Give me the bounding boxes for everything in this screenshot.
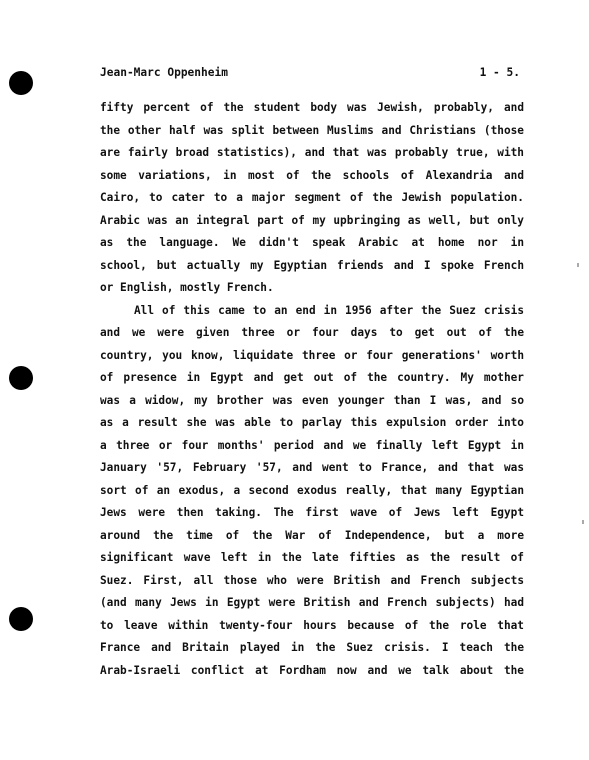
- text-line: a three or four months' period and we finally left Egypt in: [100, 438, 524, 452]
- text-line: Arab-Israeli conflict at Fordham now and we talk about the: [100, 663, 524, 677]
- scan-speck: [582, 520, 584, 524]
- text-line: country, you know, liquidate three or four generations' worth: [100, 348, 524, 362]
- text-line: significant wave left in the late fifties as the result of: [100, 551, 524, 564]
- text-line: around the time of the War of Independence, but a more: [100, 528, 524, 542]
- author-name: Jean-Marc Oppenheim: [100, 66, 228, 79]
- punch-hole: [9, 71, 33, 95]
- text-line: or English, mostly French.: [100, 281, 274, 294]
- text-line: school, but actually my Egyptian friends and I spoke French: [100, 258, 524, 272]
- text-line: All of this came to an end in 1956 after the Suez crisis: [134, 303, 524, 317]
- punch-hole: [9, 366, 33, 390]
- text-line: was a widow, my brother was even younger than I was, and so: [100, 393, 524, 407]
- text-line: of presence in Egypt and get out of the country. My mother: [100, 371, 524, 384]
- text-line: to leave within twenty-four hours because of the role that: [100, 618, 524, 632]
- text-line: Jews were then taking. The first wave of Jews left Egypt: [100, 506, 524, 519]
- scan-speck: [577, 263, 579, 267]
- text-line: and we were given three or four days to get out of the: [100, 326, 524, 339]
- text-line: Arabic was an integral part of my upbringing as well, but only: [100, 213, 524, 227]
- text-line: sort of an exodus, a second exodus really, that many Egyptian: [100, 483, 524, 497]
- text-line: (and many Jews in Egypt were British and French subjects) had: [100, 596, 524, 609]
- text-line: as a result she was able to parlay this expulsion order into: [100, 416, 524, 429]
- text-line: January '57, February '57, and went to France, and that was: [100, 461, 524, 474]
- text-line: fifty percent of the student body was Jewish, probably, and: [100, 101, 524, 114]
- text-line: as the language. We didn't speak Arabic at home nor in: [100, 236, 524, 249]
- punch-hole: [9, 607, 33, 631]
- page-number: 1 - 5.: [479, 66, 520, 79]
- text-line: France and Britain played in the Suez crisis. I teach the: [100, 641, 524, 654]
- text-line: the other half was split between Muslims and Christians (those: [100, 123, 524, 137]
- text-line: Suez. First, all those who were British and French subjects: [100, 573, 524, 587]
- text-line: Cairo, to cater to a major segment of the Jewish population.: [100, 191, 524, 204]
- text-line: some variations, in most of the schools of Alexandria and: [100, 168, 524, 182]
- transcript-body: [100, 97, 524, 682]
- page-header: [100, 66, 520, 84]
- text-line: are fairly broad statistics), and that was probably true, with: [100, 146, 524, 159]
